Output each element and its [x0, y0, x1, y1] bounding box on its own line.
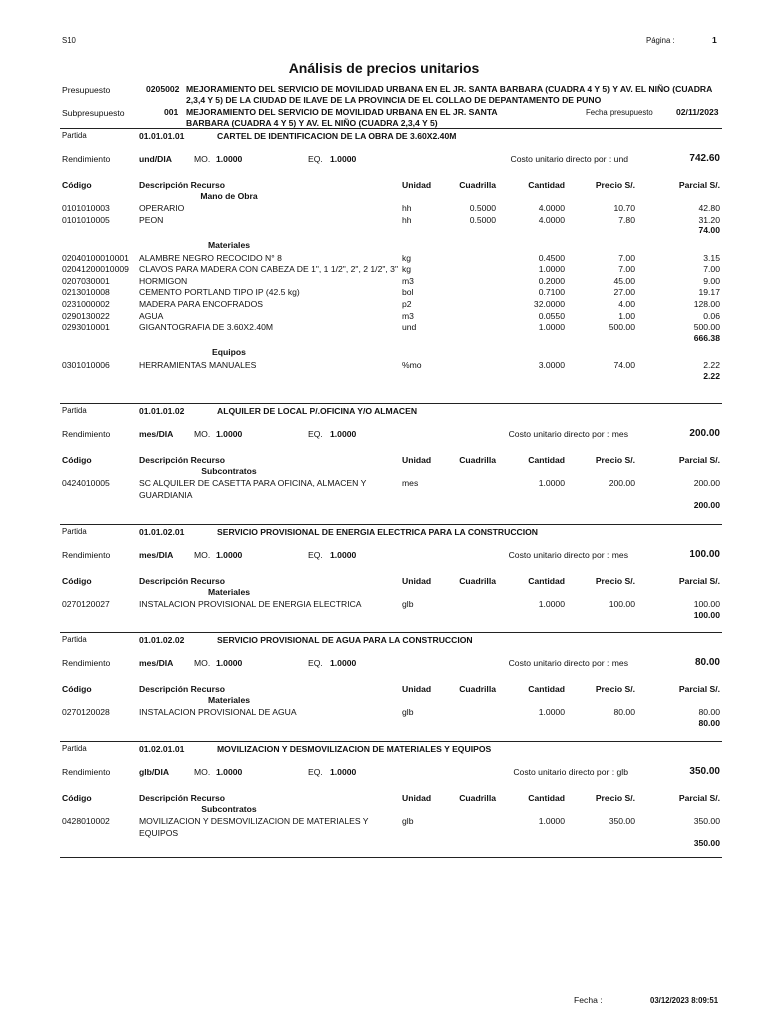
row-cantidad: 1.0000	[538, 707, 565, 718]
row-codigo: 02040100010001	[62, 252, 129, 263]
partida-label: Partida	[62, 131, 87, 140]
row-unidad: hh	[402, 214, 412, 225]
group-name: Materiales	[207, 694, 251, 705]
col-header-parcial: Parcial S/.	[678, 455, 720, 465]
group-subtotal: 666.38	[693, 332, 720, 343]
presupuesto-label: Presupuesto	[62, 85, 111, 95]
row-descripcion: OPERARIO	[139, 203, 185, 214]
costo-total: 100.00	[689, 549, 720, 560]
row-unidad: und	[402, 322, 417, 333]
mo-value: 1.0000	[216, 550, 243, 560]
col-header-parcial: Parcial S/.	[678, 684, 720, 694]
col-header-precio: Precio S/.	[595, 793, 635, 803]
row-cantidad: 32.0000	[533, 299, 565, 309]
partida-separator	[60, 128, 722, 129]
partida-code: 01.01.02.02	[139, 635, 185, 645]
costo-label: Costo unitario directo por : mes	[508, 658, 628, 668]
row-parcial: 3.15	[703, 252, 720, 263]
row-descripcion: PEON	[139, 214, 164, 225]
col-header-codigo: Código	[62, 793, 92, 803]
footer-fecha: 03/12/2023 8:09:51	[650, 996, 719, 1005]
mo-label: MO.	[194, 550, 211, 560]
costo-total: 742.60	[689, 153, 720, 164]
mo-value: 1.0000	[216, 767, 243, 777]
subpresupuesto-desc-line1: MEJORAMIENTO DEL SERVICIO DE MOVILIDAD URBANA EN EL JR. SANTA	[186, 107, 498, 117]
partida-label: Partida	[62, 744, 87, 753]
costo-label: Costo unitario directo por : und	[510, 154, 628, 164]
row-cantidad: 4.0000	[538, 214, 565, 225]
eq-value: 1.0000	[330, 550, 357, 560]
row-codigo: 0231000002	[62, 299, 110, 309]
eq-label: EQ.	[308, 767, 323, 777]
col-header-unidad: Unidad	[402, 684, 432, 694]
group-name: Equipos	[212, 347, 246, 358]
partida-code: 01.01.01.02	[139, 406, 185, 416]
col-header-parcial: Parcial S/.	[678, 576, 720, 586]
partida-name: CARTEL DE IDENTIFICACION DE LA OBRA DE 3.60X2.40M	[217, 131, 457, 141]
row-cantidad: 1.0000	[538, 478, 565, 489]
mo-label: MO.	[194, 767, 211, 777]
subpresupuesto-label: Subpresupuesto	[62, 108, 125, 118]
row-unidad: glb	[402, 599, 414, 610]
row-precio: 10.70	[613, 203, 635, 214]
row-parcial: 80.00	[698, 707, 720, 718]
costo-label: Costo unitario directo por : mes	[508, 429, 628, 439]
row-unidad: p2	[402, 299, 412, 309]
row-precio: 1.00	[618, 310, 635, 321]
rendimiento-label: Rendimiento	[62, 658, 111, 668]
costo-label: Costo unitario directo por : mes	[508, 550, 628, 560]
mo-value: 1.0000	[216, 429, 243, 439]
rendimiento-unit: mes/DIA	[139, 658, 174, 668]
row-unidad: bol	[402, 287, 414, 298]
row-precio: 27.00	[613, 287, 635, 298]
col-header-cantidad: Cantidad	[528, 180, 565, 190]
rendimiento-unit: mes/DIA	[139, 550, 174, 560]
eq-label: EQ.	[308, 550, 323, 560]
footer-fecha-label: Fecha :	[574, 995, 603, 1005]
group-subtotal: 200.00	[693, 500, 720, 511]
col-header-cuadrilla: Cuadrilla	[459, 180, 496, 190]
row-parcial: 0.06	[703, 310, 720, 321]
row-parcial: 42.80	[698, 203, 720, 214]
group-subtotal: 350.00	[693, 838, 720, 849]
mo-label: MO.	[194, 154, 211, 164]
row-precio: 200.00	[608, 478, 635, 489]
row-descripcion: SC ALQUILER DE CASETTA PARA OFICINA, ALMACEN Y	[139, 478, 367, 489]
row-descripcion: INSTALACION PROVISIONAL DE ENERGIA ELECTRICA	[139, 599, 362, 610]
row-cantidad: 0.7100	[538, 287, 565, 298]
row-parcial: 500.00	[693, 322, 720, 333]
fecha-presupuesto: 02/11/2023	[676, 107, 719, 117]
row-parcial: 100.00	[693, 599, 720, 610]
row-cantidad: 1.0000	[538, 816, 565, 827]
row-precio: 7.00	[618, 264, 635, 275]
partida-separator	[60, 741, 722, 742]
row-parcial: 128.00	[693, 299, 720, 309]
row-codigo: 0101010005	[62, 214, 110, 225]
col-header-descripcion: Descripción Recurso	[139, 180, 225, 190]
row-cantidad: 1.0000	[538, 599, 565, 610]
row-descripcion-cont: EQUIPOS	[139, 827, 179, 838]
mo-label: MO.	[194, 658, 211, 668]
subpresupuesto-code: 001	[164, 107, 179, 117]
rendimiento-label: Rendimiento	[62, 154, 111, 164]
mo-label: MO.	[194, 429, 211, 439]
col-header-precio: Precio S/.	[595, 576, 635, 586]
group-subtotal: 74.00	[698, 225, 720, 236]
row-parcial: 31.20	[698, 214, 720, 225]
row-codigo: 0424010005	[62, 478, 110, 489]
col-header-codigo: Código	[62, 684, 92, 694]
page-number: 1	[712, 35, 717, 45]
eq-value: 1.0000	[330, 658, 357, 668]
partida-label: Partida	[62, 635, 87, 644]
row-parcial: 19.17	[698, 287, 720, 298]
row-cantidad: 4.0000	[538, 203, 565, 214]
row-cantidad: 0.0550	[538, 310, 565, 321]
row-precio: 350.00	[608, 816, 635, 827]
partida-name: SERVICIO PROVISIONAL DE ENERGIA ELECTRICA PARA LA CONSTRUCCION	[217, 527, 539, 537]
col-header-cuadrilla: Cuadrilla	[459, 576, 496, 586]
group-name: Subcontratos	[201, 465, 257, 476]
group-name: Subcontratos	[201, 803, 257, 814]
row-precio: 100.00	[608, 599, 635, 610]
col-header-unidad: Unidad	[402, 793, 432, 803]
rendimiento-label: Rendimiento	[62, 429, 111, 439]
row-unidad: mes	[402, 478, 419, 489]
row-parcial: 2.22	[703, 360, 720, 370]
row-descripcion-cont: GUARDIANIA	[139, 489, 193, 500]
row-cuadrilla: 0.5000	[469, 214, 496, 225]
col-header-codigo: Código	[62, 180, 92, 190]
row-codigo: 0207030001	[62, 275, 110, 286]
subpresupuesto-desc-line2: BARBARA (CUADRA 4 Y 5) Y AV. EL NIÑO (CUADRA 2,3,4 Y 5)	[186, 118, 438, 128]
mo-value: 1.0000	[216, 154, 243, 164]
col-header-cantidad: Cantidad	[528, 684, 565, 694]
row-parcial: 9.00	[703, 275, 720, 286]
col-header-descripcion: Descripción Recurso	[139, 684, 225, 694]
col-header-codigo: Código	[62, 576, 92, 586]
col-header-unidad: Unidad	[402, 180, 432, 190]
eq-label: EQ.	[308, 658, 323, 668]
col-header-unidad: Unidad	[402, 455, 432, 465]
partida-separator	[60, 403, 722, 404]
rendimiento-label: Rendimiento	[62, 550, 111, 560]
mo-value: 1.0000	[216, 658, 243, 668]
eq-value: 1.0000	[330, 767, 357, 777]
row-cantidad: 0.2000	[538, 275, 565, 286]
row-precio: 7.80	[618, 214, 635, 225]
col-header-cantidad: Cantidad	[528, 793, 565, 803]
row-codigo: 0301010006	[62, 360, 110, 370]
page-label: Página :	[646, 36, 675, 45]
group-subtotal: 2.22	[703, 370, 720, 381]
col-header-precio: Precio S/.	[595, 684, 635, 694]
row-codigo: 02041200010009	[62, 264, 129, 275]
row-unidad: kg	[402, 264, 412, 275]
eq-label: EQ.	[308, 429, 323, 439]
row-precio: 74.00	[613, 360, 635, 370]
col-header-parcial: Parcial S/.	[678, 793, 720, 803]
partida-separator	[60, 632, 722, 633]
row-codigo: 0101010003	[62, 203, 110, 214]
row-unidad: m3	[402, 310, 414, 321]
row-descripcion: ALAMBRE NEGRO RECOCIDO N° 8	[139, 252, 282, 263]
row-codigo: 0428010002	[62, 816, 110, 827]
eq-value: 1.0000	[330, 154, 357, 164]
rendimiento-unit: und/DIA	[139, 154, 172, 164]
row-precio: 500.00	[608, 322, 635, 333]
row-descripcion: CEMENTO PORTLAND TIPO IP (42.5 kg)	[139, 287, 300, 298]
rendimiento-label: Rendimiento	[62, 767, 111, 777]
row-cantidad: 1.0000	[538, 264, 565, 275]
partida-code: 01.01.02.01	[139, 527, 185, 537]
row-unidad: kg	[402, 252, 412, 263]
costo-label: Costo unitario directo por : glb	[513, 767, 628, 777]
partida-code: 01.02.01.01	[139, 744, 185, 754]
row-parcial: 350.00	[693, 816, 720, 827]
row-cantidad: 0.4500	[538, 252, 565, 263]
row-descripcion: MADERA PARA ENCOFRADOS	[139, 299, 263, 309]
group-subtotal: 100.00	[693, 609, 720, 620]
row-unidad: %mo	[402, 360, 422, 370]
eq-label: EQ.	[308, 154, 323, 164]
presupuesto-desc-line1: MEJORAMIENTO DEL SERVICIO DE MOVILIDAD URBANA EN EL JR. SANTA BARBARA (CUADRA 4 Y 5) Y AV. EL NIÑO (CUADRA	[186, 84, 713, 94]
group-name: Materiales	[207, 240, 251, 250]
col-header-cuadrilla: Cuadrilla	[459, 684, 496, 694]
row-codigo: 0213010008	[62, 287, 110, 298]
row-precio: 7.00	[618, 252, 635, 263]
report-code: S10	[62, 36, 76, 45]
presupuesto-desc-line2: 2,3,4 Y 5) DE LA CIUDAD DE ILAVE DE LA PROVINCIA DE EL COLLAO DE DEPANTAMENTO DE PUNO	[186, 95, 602, 105]
row-parcial: 7.00	[703, 264, 720, 275]
col-header-descripcion: Descripción Recurso	[139, 576, 225, 586]
col-header-descripcion: Descripción Recurso	[139, 793, 225, 803]
partida-label: Partida	[62, 406, 87, 415]
row-descripcion: INSTALACION PROVISIONAL DE AGUA	[139, 707, 297, 718]
row-codigo: 0270120027	[62, 599, 110, 610]
row-descripcion: CLAVOS PARA MADERA CON CABEZA DE 1", 1 1/2", 2", 2 1/2", 3"	[139, 264, 398, 275]
col-header-precio: Precio S/.	[595, 455, 635, 465]
rendimiento-unit: glb/DIA	[139, 767, 170, 777]
fecha-presupuesto-label: Fecha presupuesto	[586, 108, 653, 117]
col-header-precio: Precio S/.	[595, 180, 635, 190]
row-parcial: 200.00	[693, 478, 720, 489]
row-descripcion: AGUA	[139, 310, 164, 321]
row-descripcion: HORMIGON	[139, 275, 188, 286]
group-name: Materiales	[207, 586, 251, 597]
row-cantidad: 3.0000	[538, 360, 565, 370]
presupuesto-code: 0205002	[146, 84, 180, 94]
partida-separator	[60, 857, 722, 858]
partida-separator	[60, 524, 722, 525]
row-unidad: glb	[402, 816, 414, 827]
col-header-cuadrilla: Cuadrilla	[459, 455, 496, 465]
costo-total: 80.00	[694, 657, 720, 668]
partida-name: ALQUILER DE LOCAL P/.OFICINA Y/O ALMACEN	[217, 406, 418, 416]
row-cantidad: 1.0000	[538, 322, 565, 333]
row-descripcion: HERRAMIENTAS MANUALES	[139, 360, 257, 370]
col-header-cantidad: Cantidad	[528, 455, 565, 465]
col-header-parcial: Parcial S/.	[678, 180, 720, 190]
partida-code: 01.01.01.01	[139, 131, 185, 141]
row-precio: 80.00	[613, 707, 635, 718]
page-title: Análisis de precios unitarios	[288, 60, 480, 76]
row-precio: 45.00	[613, 275, 635, 286]
col-header-codigo: Código	[62, 455, 92, 465]
col-header-cantidad: Cantidad	[528, 576, 565, 586]
costo-total: 200.00	[689, 428, 720, 439]
row-unidad: hh	[402, 203, 412, 214]
row-precio: 4.00	[618, 299, 635, 309]
eq-value: 1.0000	[330, 429, 357, 439]
partida-label: Partida	[62, 527, 87, 536]
row-unidad: glb	[402, 707, 414, 718]
row-unidad: m3	[402, 275, 414, 286]
group-name: Mano de Obra	[200, 190, 258, 201]
row-codigo: 0290130022	[62, 310, 110, 321]
col-header-descripcion: Descripción Recurso	[139, 455, 225, 465]
row-codigo: 0270120028	[62, 707, 110, 718]
partida-name: MOVILIZACION Y DESMOVILIZACION DE MATERIALES Y EQUIPOS	[217, 744, 492, 754]
group-subtotal: 80.00	[698, 717, 720, 728]
partida-name: SERVICIO PROVISIONAL DE AGUA PARA LA CONSTRUCCION	[217, 635, 473, 645]
row-codigo: 0293010001	[62, 322, 110, 333]
row-descripcion: MOVILIZACION Y DESMOVILIZACION DE MATERIALES Y	[139, 816, 369, 827]
col-header-unidad: Unidad	[402, 576, 432, 586]
row-cuadrilla: 0.5000	[469, 203, 496, 214]
col-header-cuadrilla: Cuadrilla	[459, 793, 496, 803]
rendimiento-unit: mes/DIA	[139, 429, 174, 439]
row-descripcion: GIGANTOGRAFIA DE 3.60X2.40M	[139, 322, 274, 333]
costo-total: 350.00	[689, 766, 720, 777]
